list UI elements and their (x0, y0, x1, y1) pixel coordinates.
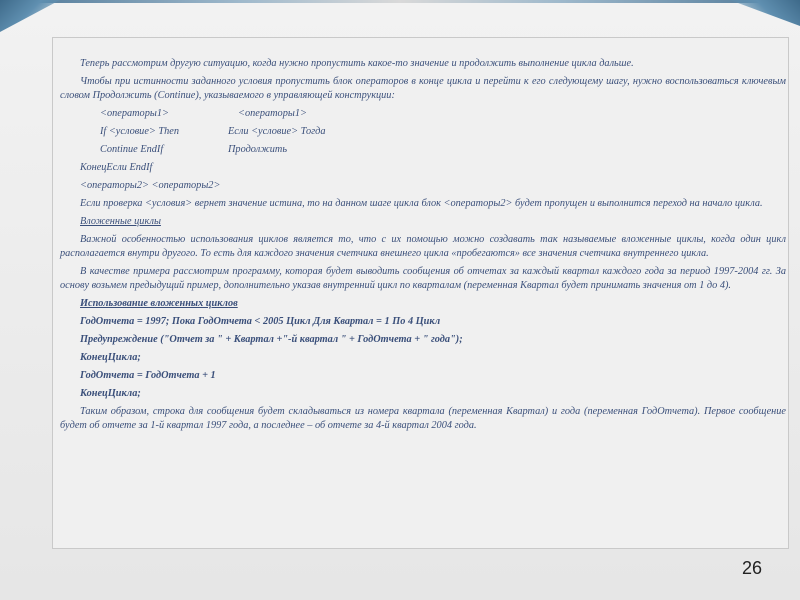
construct-line-1-right: <операторы1> (238, 108, 307, 119)
code-line-4: ГодОтчета = ГодОтчета + 1 (80, 370, 216, 381)
construct-line-4: КонецЕсли EndIf (80, 162, 153, 173)
construct-line-3-right: Продолжить (228, 144, 288, 155)
slide-text-body (60, 57, 786, 437)
construct-line-5: <операторы2> <операторы2> (80, 180, 221, 191)
paragraph-example: В качестве примера рассмотрим программу, которая будет выводить сообщения об отчетах за каждый квартал каждого года за период 1997-2004 гг. За основу возьмем предыдущий пример, дополнительно указав внутренний цикл по кварталам (переменная Квартал будет принимать значения от 1 до 4). (60, 266, 786, 291)
code-line-3: КонецЦикла; (80, 352, 141, 363)
paragraph-continue-explanation: Чтобы при истинности заданного условия пропустить блок операторов в конце цикла и перейти к его следующему шагу, нужно воспользоваться ключевым словом Продолжить (Continue), указываемого в управляющей конструкции: (60, 76, 786, 101)
corner-decoration-right (730, 0, 800, 26)
code-line-2: Предупреждение ("Отчет за " + Квартал +"-й квартал " + ГодОтчета + " года"); (80, 334, 463, 345)
construct-line-3-left: Continue EndIf (100, 144, 164, 155)
construct-line-2-right: Если <условие> Тогда (228, 126, 326, 137)
construct-line-1-left: <операторы1> (100, 108, 169, 119)
code-title (60, 297, 786, 311)
code-title-text: Использование вложенных циклов (80, 298, 238, 309)
construct-line-3 (60, 143, 786, 157)
paragraph-intro: Теперь рассмотрим другую ситуацию, когда нужно пропустить какое-то значение и продолжить выполнение цикла дальше. (80, 58, 634, 69)
code-line-5: КонецЦикла; (80, 388, 141, 399)
paragraph-conclusion: Таким образом, строка для сообщения будет складываться из номера квартала (переменная Квартал) и года (переменная ГодОтчета). Первое сообщение будет об отчете за 1-й квартал 1997 года, а последнее – об отчете за 4-й квартал 2004 года. (60, 406, 786, 431)
top-border-line (0, 0, 800, 3)
construct-line-2-left: If <условие> Then (100, 126, 180, 137)
page-number: 26 (741, 558, 762, 578)
nested-loops-heading-text: Вложенные циклы (80, 216, 161, 227)
construct-line-1 (60, 107, 786, 121)
paragraph-nested-loops: Важной особенностью использования циклов является то, что с их помощью можно создавать так называемые вложенные циклы, когда один цикл располагается внутри другого. То есть для каждого значения счетчика внешнего цикла «пробегаются» все значения счетчика внутреннего цикла. (60, 234, 786, 259)
code-line-1: ГодОтчета = 1997; Пока ГодОтчета < 2005 Цикл Для Квартал = 1 По 4 Цикл (80, 316, 441, 327)
section-heading-nested-loops (60, 215, 786, 229)
corner-decoration-left (0, 0, 60, 32)
construct-line-2 (60, 125, 786, 139)
paragraph-check-result: Если проверка <условия> вернет значение истина, то на данном шаге цикла блок <операторы2> будет пропущен и выполнится переход на начало цикла. (80, 198, 763, 209)
